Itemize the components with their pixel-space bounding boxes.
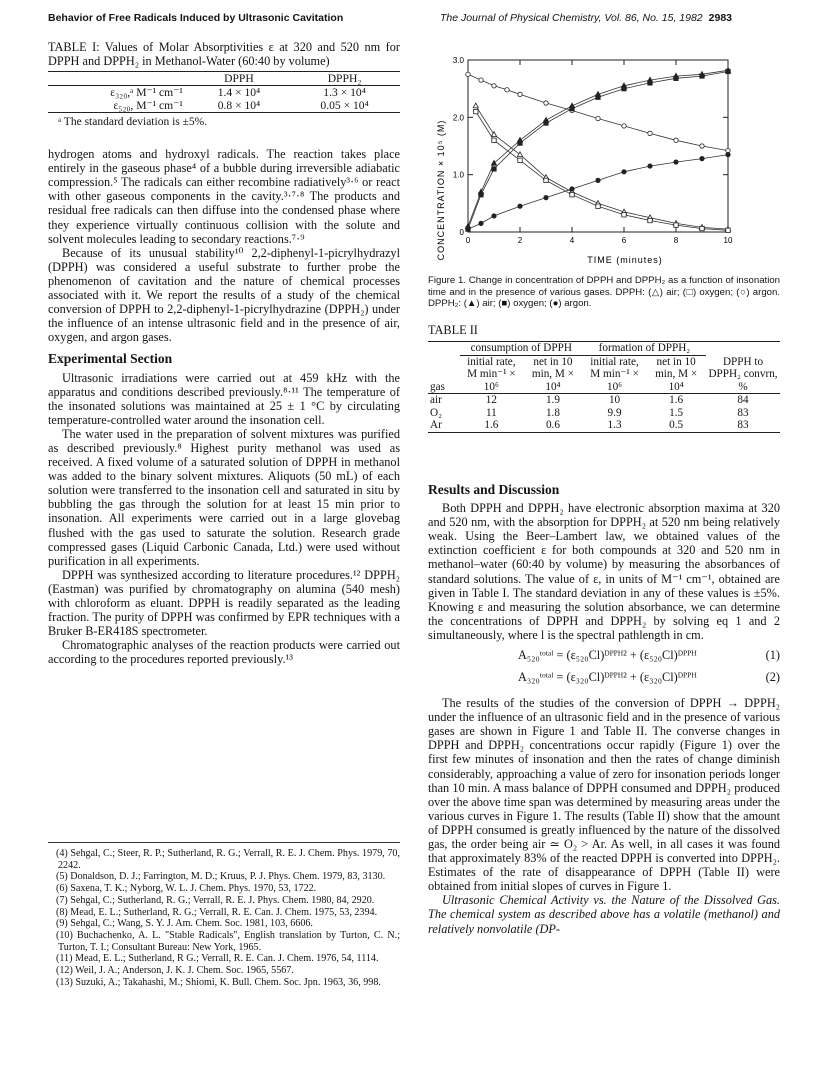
x-tick-label: 4 [569, 236, 575, 245]
x-tick-label: 0 [465, 236, 471, 245]
table2-group-consumption: consumption of DPPH [460, 342, 583, 356]
table1-row-label: ε₃₂₀,ᵃ M⁻¹ cm⁻¹ [110, 86, 183, 99]
table2-cell: 0.5 [669, 419, 684, 431]
paragraph: Because of its unusual stability¹⁰ 2,2-diphenyl-1-picrylhydrazyl (DPPH) was considered a useful substrate to further probe the phenomenon of cavitation and the nature of chemical processes associated with it. We report the results of a study of the chemical conversion of DPPH to 2,2-diphenyl-1-picrylhydrazine (DPPH₂) under the influence of an intense ultrasonic field and in the presence of air, oxygen, and argon gases. [48, 245, 400, 345]
section-heading: Experimental Section [48, 351, 173, 367]
figure1-caption: Figure 1. Change in concentration of DPPH and DPPH₂ as a function of insonation time and in the presence of various gases. DPPH: (△) air; (□) oxygen; (○) argon. DPPH₂: (▲) air; (■) oxygen; (●) argon. [428, 275, 780, 309]
table2-header: initial rate, M min⁻¹ × 10⁶ [467, 355, 516, 393]
data-point [518, 141, 522, 145]
table2-group-formation: formation of DPPH₂ [583, 342, 706, 356]
y-tick-label: 3.0 [452, 56, 464, 65]
x-tick-label: 8 [673, 236, 679, 245]
table2 [428, 341, 780, 433]
data-point [700, 144, 704, 148]
table1-cell: 0.05 × 10⁴ [320, 99, 369, 112]
data-point [505, 88, 509, 92]
paragraph: The results of the studies of the conversion of DPPH → DPPH₂ under the influence of an ultrasonic field and in the presence of various gases are shown in Figure 1 and Table II. The converse changes in DPPH and DPPH₂ concentrations occur rapidly (Figure 1) over the first few minutes of insonation and then the rates of change diminish considerably, approaching a value of zero for insonation periods longer than 10 min. A mass balance of DPPH consumed and DPPH₂ produced over the above time span was determined by measuring areas under the various curves in Figure 1. The results (Table II) show that the amount of DPPH consumed is greatly influenced by the nature of the dissolved gas, the order being air ≃ O₂ > Ar. As well, in all cases it was found that approximately 83% of the reacted DPPH is converted into DPPH₂. Estimates of the rate of disappearance of DPPH (Table II) were obtained from initial slopes of curves in Figure 1. [428, 696, 780, 894]
table2-cell: 1.6 [669, 394, 684, 406]
data-point [622, 86, 626, 90]
data-point [492, 84, 496, 88]
x-tick-label: 6 [621, 236, 627, 245]
running-header-right [440, 12, 732, 24]
series-line [468, 155, 728, 230]
paragraph: Chromatographic analyses of the reaction products were carried out according to the procedures reported previously.¹³ [48, 638, 400, 667]
data-point [596, 204, 600, 208]
table2-cell: 1.6 [484, 419, 499, 431]
reference: (9) Sehgal, C.; Wang, S. Y. J. Am. Chem. Soc. 1981, 103, 6606. [56, 918, 313, 930]
paragraph: Ultrasonic Chemical Activity vs. the Nature of the Dissolved Gas. The chemical system as described above has a volatile (methanol) and relatively nonvolatile (DP- [428, 893, 780, 936]
data-point [700, 74, 704, 78]
table2-cell: 84 [737, 394, 749, 406]
paragraph: Ultrasonic irradiations were carried out at 459 kHz with the apparatus and conditions described previously.⁸·¹¹ The temperature of the insonated solutions was maintained at 25 ± 1 °C by circulating temperature-controlled water around the insonation cell. [48, 370, 400, 427]
reference: (6) Saxena, T. K.; Nyborg, W. L. J. Chem. Phys. 1970, 53, 1722. [56, 883, 317, 895]
series-line [468, 74, 728, 150]
reference: (4) Sehgal, C.; Steer, R. P.; Sutherland, R. G.; Verrall, R. E. J. Chem. Phys. 1979, 70, 2242. [56, 848, 400, 871]
table2-cell: 1.9 [545, 394, 560, 406]
reference: (7) Sehgal, C.; Sutherland, R. G.; Verrall, R. E. J. Phys. Chem. 1980, 84, 2920. [56, 894, 375, 906]
reference: (11) Mead, E. L.; Sutherland, R G.; Verrall, R. E. Can. J. Chem. 1976, 54, 1114. [56, 953, 379, 965]
data-point [479, 193, 483, 197]
table2-cell: 83 [737, 406, 749, 419]
data-point [570, 193, 574, 197]
data-point [570, 107, 574, 111]
references [48, 842, 400, 988]
reference: (8) Mead, E. L.; Sutherland, R. G.; Verrall, R. E. Can. J. Chem. 1975, 53, 2394. [56, 906, 378, 918]
series-line [476, 106, 728, 229]
reference: (10) Buchachenko, A. L. "Stable Radicals", English translation by Turton, C. N.; Turton, T. I.; Consultant Bureau: New York, 1965. [56, 929, 400, 953]
data-point [700, 226, 704, 230]
table2-header: net in 10 min, M × 10⁴ [655, 355, 698, 393]
reference: (5) Donaldson, D. J.; Farrington, M. D.; Kruus, P. J. Phys. Chem. 1979, 83, 3130. [56, 871, 386, 883]
table1-col-dpph: DPPH [224, 72, 254, 85]
paragraph: The water used in the preparation of solvent mixtures was purified as described previously.⁸ Highest purity methanol was used as received. A fixed volume of a saturated solution of DPPH in methanol was added to the binary solvent mixtures. Aliquots (50 mL) of each solution were transferred to the insonation cell and saturated in situ by bubbling the gas through the solution for at least 15 min prior to insonation. All experiments were carried out in a large glovebag flushed with the gas used to saturate the solution. Research grade compressed gases (Liquid Carbonic Canada, Ltd.) were used without purification in all experiments. [48, 426, 400, 568]
table2-cell: 10 [608, 394, 621, 406]
table2-header: initial rate, M min⁻¹ × 10⁶ [590, 355, 639, 393]
table1-cell: 1.3 × 10⁴ [323, 86, 366, 99]
paragraph: Both DPPH and DPPH₂ have electronic absorption maxima at 320 and 520 nm, with the absorption for DPPH₂ at 520 nm being relatively weak. Using the Beer–Lambert law, we obtained values of the extinction coefficient ε for both compounds at 320 and 520 nm in methanol–water (60:40 by volume) by measuring the absorbances of standard solutions. The value of ε, in units of M⁻¹ cm⁻¹, obtained are given in Table I. The standard deviation in any of these values is ±5%. Knowing ε and measuring the solution absorbance, we can determine the concentrations of DPPH and DPPH₂ by solving eq 1 and 2 simultaneously, where l is the spectral pathlength in cm. [428, 501, 780, 642]
data-point [622, 170, 626, 174]
data-point [466, 227, 470, 231]
table2-cell: 1.8 [545, 406, 560, 419]
equation-number: (2) [765, 670, 780, 685]
figure1-plot [428, 40, 780, 266]
y-axis-label: CONCENTRATION × 10⁵ (M) [436, 119, 446, 261]
data-point [474, 109, 478, 113]
table2-cell: 12 [485, 394, 497, 406]
table2-cell: 1.3 [607, 419, 622, 431]
data-point [622, 213, 626, 217]
data-point [479, 221, 483, 225]
data-point [674, 76, 678, 80]
data-point [648, 81, 652, 85]
data-point [466, 72, 470, 76]
table2-cell: air [430, 394, 442, 406]
data-point [700, 156, 704, 160]
y-tick-label: 2.0 [452, 113, 464, 123]
table1-row-label: ε₅₂₀, M⁻¹ cm⁻¹ [113, 99, 183, 112]
data-point [726, 69, 730, 73]
table1-cell: 1.4 × 10⁴ [217, 86, 261, 99]
data-point [518, 158, 522, 162]
equation-text: A₃₂₀ᵗᵒᵗᵃˡ = (ε₃₂₀Cl)ᴰᴾᴾᴴ² + (ε₃₂₀Cl)ᴰᴾᴾᴴ [518, 670, 697, 685]
table2-block [428, 323, 780, 433]
table2-cell: Ar [430, 419, 442, 431]
x-axis-label: TIME (minutes) [587, 255, 663, 265]
data-point [726, 228, 730, 232]
results-section [428, 483, 780, 936]
reference: (12) Weil, J. A.; Anderson, J. K. J. Chem. Soc. 1965, 5567. [56, 965, 294, 977]
data-point [544, 195, 548, 199]
data-point [648, 131, 652, 135]
figure1 [428, 40, 780, 266]
table2-cell: 9.9 [607, 406, 622, 419]
table2-header: DPPH to DPPH₂ convrn, % [708, 355, 778, 393]
section-heading: Results and Discussion [428, 482, 560, 497]
table2-cell: 11 [485, 406, 497, 419]
equation-1 [428, 648, 780, 670]
table-row [428, 407, 780, 420]
data-point [596, 95, 600, 99]
data-point [517, 152, 522, 157]
reference: (13) Suzuki, A.; Takahashi, M.; Shiomi, K. Bull. Chem. Soc. Jpn. 1963, 36, 998. [56, 976, 381, 988]
series-line [476, 112, 728, 231]
equation-number: (1) [765, 648, 780, 663]
data-point [674, 138, 678, 142]
data-point [492, 167, 496, 171]
table2-cell: 0.6 [545, 419, 560, 431]
table2-header: net in 10 min, M × 10⁴ [531, 355, 574, 393]
data-point [674, 160, 678, 164]
equation-text: A₅₂₀ᵗᵒᵗᵃˡ = (ε₅₂₀Cl)ᴰᴾᴾᴴ² + (ε₅₂₀Cl)ᴰᴾᴾᴴ [518, 648, 697, 663]
left-column [48, 40, 400, 666]
paragraph: DPPH was synthesized according to literature procedures.¹² DPPH₂ (Eastman) was purified by chromatography on alumina (540 mesh) with chloroform as eluant. DPPH is readily separated as the leading fraction. The purity of DPPH was confirmed by EPR techniques with a Bruker B-ER418S spectrometer. [48, 567, 400, 639]
table1-col-dpph2: DPPH₂ [327, 72, 362, 85]
table2-cell: 83 [737, 419, 749, 431]
running-header-left: Behavior of Free Radicals Induced by Ultrasonic Cavitation [48, 12, 344, 24]
data-point [544, 121, 548, 125]
data-point [648, 218, 652, 222]
table1 [48, 71, 400, 113]
data-point [518, 204, 522, 208]
data-point [622, 124, 626, 128]
table1-footnote: ᵃ The standard deviation is ±5%. [58, 116, 208, 128]
data-point [492, 138, 496, 142]
data-point [648, 164, 652, 168]
data-point [479, 78, 483, 82]
data-point [518, 92, 522, 96]
data-point [544, 178, 548, 182]
table2-header: gas [430, 380, 445, 393]
page-number: 2983 [708, 12, 732, 24]
table2-cell: 1.5 [669, 406, 684, 419]
table-row [428, 394, 780, 407]
data-point [726, 152, 730, 156]
x-tick-label: 2 [517, 236, 523, 245]
data-point [570, 187, 574, 191]
table2-caption: TABLE II [428, 323, 478, 337]
table-row [48, 99, 400, 113]
table1-caption: TABLE I: Values of Molar Absorptivities ε at 320 and 520 nm for DPPH and DPPH₂ in Methanol-Water (60:40 by volume) [48, 40, 400, 68]
paragraph: hydrogen atoms and hydroxyl radicals. The reaction takes place entirely in the gaseous phase⁴ of a bubble during irreversible adiabatic compression.⁵ The radicals can either recombine radiatively³·⁶ or react with other gaseous components in the cavity.³·⁷·⁸ The products and residual free radicals can then diffuse into the condensed phase where they experience virtually continuous collision with the solute and solvent molecules leading to secondary reactions.⁷·⁹ [48, 147, 400, 246]
data-point [492, 214, 496, 218]
y-tick-label: 1.0 [452, 170, 464, 180]
table2-cell: O₂ [430, 406, 442, 419]
journal-citation: The Journal of Physical Chemistry, Vol. 86, No. 15, 1982 [440, 12, 703, 24]
data-point [596, 178, 600, 182]
y-tick-label: 0 [459, 228, 464, 237]
data-point [674, 223, 678, 227]
table-row [428, 419, 780, 432]
equation-2 [428, 670, 780, 692]
data-point [596, 116, 600, 120]
table-row [48, 86, 400, 100]
x-tick-label: 10 [723, 236, 733, 245]
table1-cell: 0.8 × 10⁴ [217, 99, 261, 112]
data-point [544, 101, 548, 105]
data-point [491, 132, 496, 137]
data-point [473, 103, 478, 108]
